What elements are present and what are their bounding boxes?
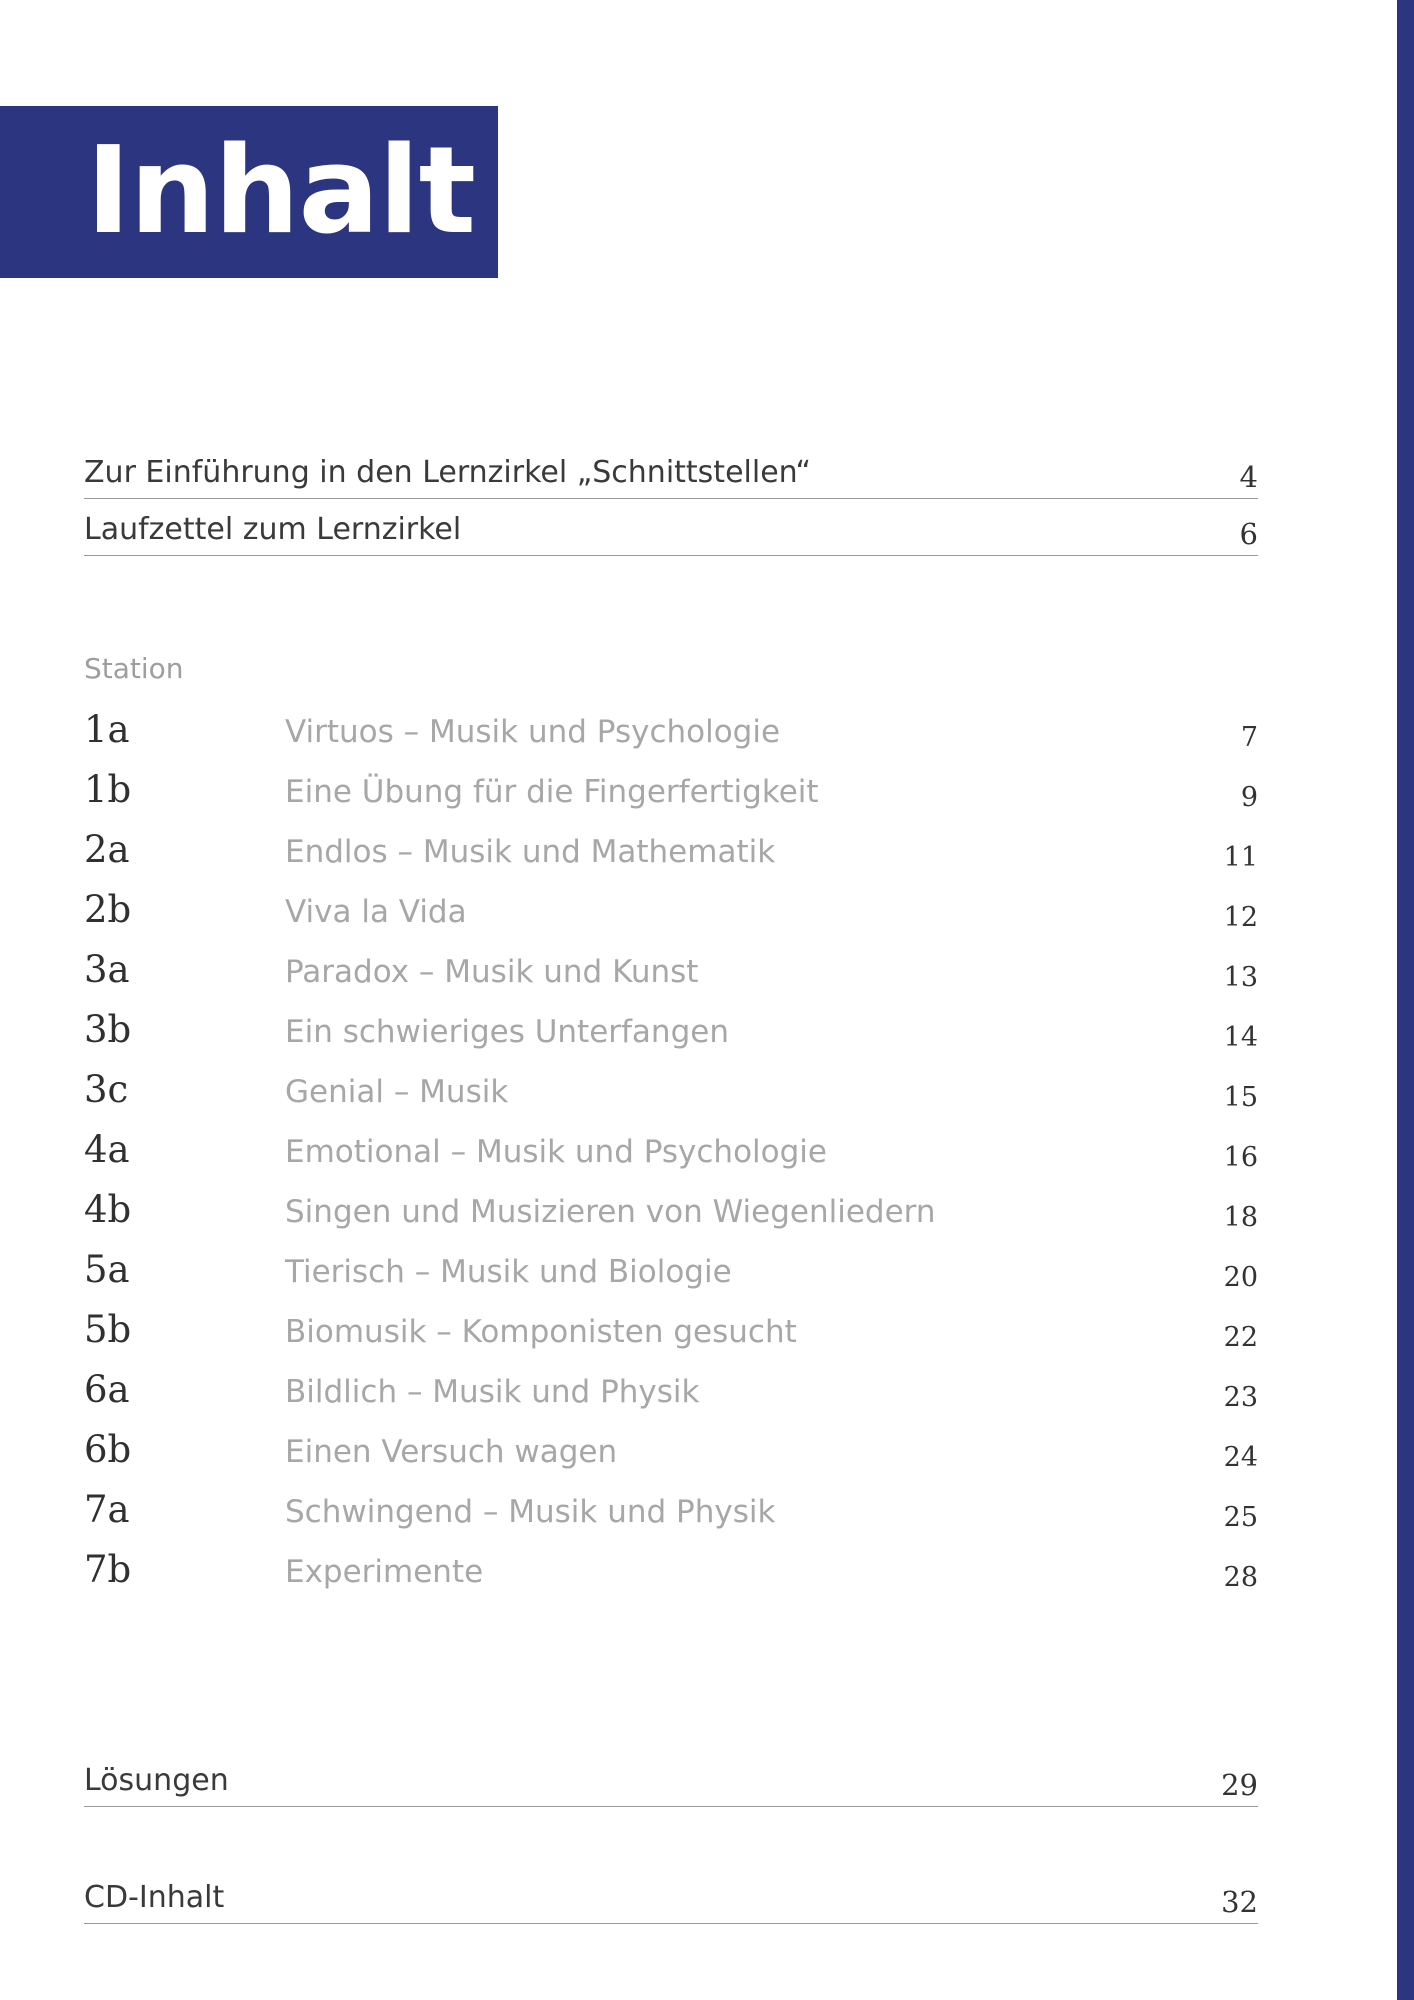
station-title: Tierisch – Musik und Biologie <box>285 1254 732 1290</box>
station-page: 25 <box>1223 1502 1258 1533</box>
page-edge-bar <box>1397 0 1414 2000</box>
station-number: 4a <box>84 1128 130 1171</box>
station-number: 1a <box>84 708 130 751</box>
station-row[interactable] <box>84 888 1258 948</box>
station-title: Biomusik – Komponisten gesucht <box>285 1314 797 1350</box>
station-title: Eine Übung für die Fingerfertigkeit <box>285 774 819 810</box>
toc-row-introduction[interactable] <box>84 450 1258 499</box>
station-title: Viva la Vida <box>285 894 467 930</box>
station-row[interactable] <box>84 1188 1258 1248</box>
station-number: 3a <box>84 948 130 991</box>
station-row[interactable] <box>84 948 1258 1008</box>
station-number: 3c <box>84 1068 129 1111</box>
station-row[interactable] <box>84 1488 1258 1548</box>
station-title: Genial – Musik <box>285 1074 509 1110</box>
station-row[interactable] <box>84 1008 1258 1068</box>
station-number: 4b <box>84 1188 132 1231</box>
page-title: Inhalt <box>86 122 475 261</box>
station-row[interactable] <box>84 1308 1258 1368</box>
station-row[interactable] <box>84 1128 1258 1188</box>
station-row[interactable] <box>84 1428 1258 1488</box>
station-number: 2b <box>84 888 132 931</box>
station-title: Paradox – Musik und Kunst <box>285 954 699 990</box>
station-page: 7 <box>1240 722 1258 753</box>
station-page: 24 <box>1223 1442 1258 1473</box>
station-title: Emotional – Musik und Psychologie <box>285 1134 827 1170</box>
station-number: 2a <box>84 828 130 871</box>
toc-row-page: 4 <box>1239 460 1258 494</box>
station-title: Endlos – Musik und Mathematik <box>285 834 776 870</box>
station-row[interactable] <box>84 1248 1258 1308</box>
toc-row-cd-contents[interactable] <box>84 1857 1258 1924</box>
station-row[interactable] <box>84 1068 1258 1128</box>
station-title: Experimente <box>285 1554 484 1590</box>
station-row[interactable] <box>84 708 1258 768</box>
toc-row-laufzettel[interactable] <box>84 507 1258 556</box>
station-row[interactable] <box>84 828 1258 888</box>
station-page: 16 <box>1223 1142 1258 1173</box>
toc-row-label: Laufzettel zum Lernzirkel <box>84 512 462 547</box>
station-page: 22 <box>1223 1322 1258 1353</box>
station-title: Bildlich – Musik und Physik <box>285 1374 700 1410</box>
station-page: 23 <box>1223 1382 1258 1413</box>
station-title: Virtuos – Musik und Psychologie <box>285 714 781 750</box>
station-title: Schwingend – Musik und Physik <box>285 1494 776 1530</box>
station-page: 28 <box>1223 1562 1258 1593</box>
station-number: 1b <box>84 768 132 811</box>
station-title: Einen Versuch wagen <box>285 1434 618 1470</box>
station-page: 18 <box>1223 1202 1258 1233</box>
toc-row-label: Zur Einführung in den Lernzirkel „Schnittstellen“ <box>84 455 812 490</box>
station-row[interactable] <box>84 768 1258 828</box>
toc-row-page: 32 <box>1221 1885 1258 1919</box>
station-row[interactable] <box>84 1548 1258 1608</box>
toc-row-label: CD-Inhalt <box>84 1880 225 1915</box>
station-row[interactable] <box>84 1368 1258 1428</box>
station-page: 14 <box>1223 1022 1258 1053</box>
station-number: 6b <box>84 1428 132 1471</box>
title-block <box>0 106 498 278</box>
station-heading: Station <box>84 652 184 685</box>
station-page: 13 <box>1223 962 1258 993</box>
toc-row-label: Lösungen <box>84 1763 229 1798</box>
station-number: 6a <box>84 1368 130 1411</box>
station-number: 5b <box>84 1308 132 1351</box>
station-page: 15 <box>1223 1082 1258 1113</box>
station-number: 7a <box>84 1488 130 1531</box>
station-page: 11 <box>1223 842 1258 873</box>
toc-row-page: 6 <box>1239 517 1258 551</box>
station-number: 7b <box>84 1548 132 1591</box>
toc-row-solutions[interactable] <box>84 1740 1258 1807</box>
station-page: 20 <box>1223 1262 1258 1293</box>
station-number: 3b <box>84 1008 132 1051</box>
station-page: 12 <box>1223 902 1258 933</box>
toc-row-page: 29 <box>1221 1768 1258 1802</box>
station-number: 5a <box>84 1248 130 1291</box>
station-page: 9 <box>1240 782 1258 813</box>
station-title: Singen und Musizieren von Wiegenliedern <box>285 1194 936 1230</box>
station-title: Ein schwieriges Unterfangen <box>285 1014 729 1050</box>
